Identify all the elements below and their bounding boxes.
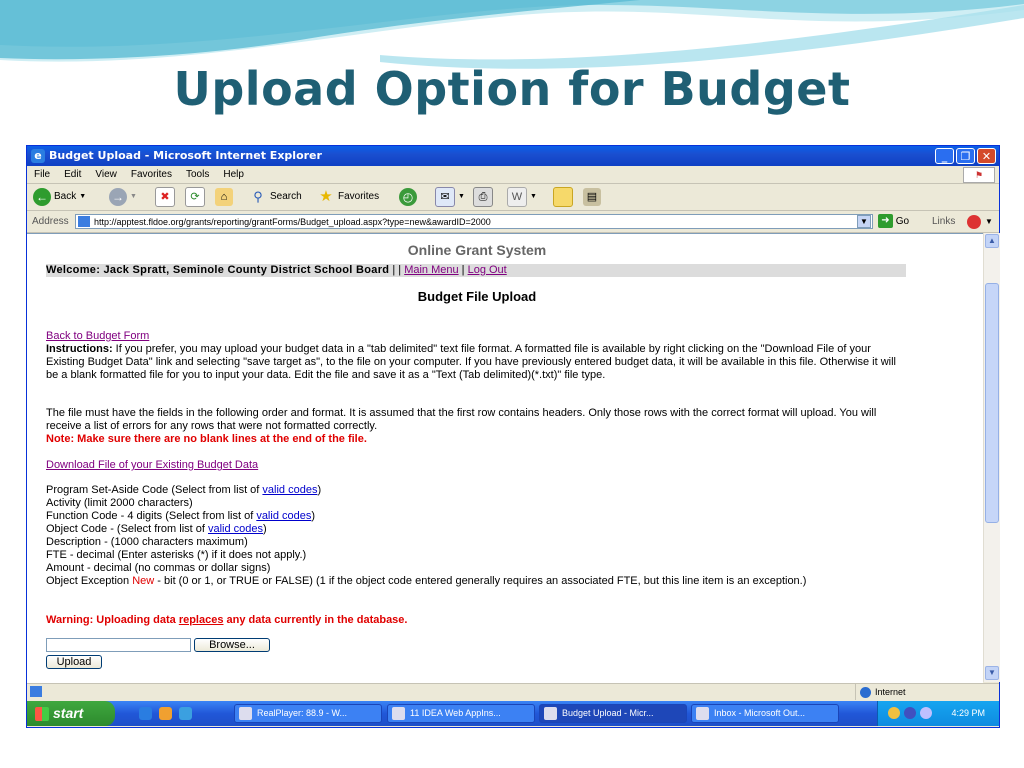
window-title: Budget Upload - Microsoft Internet Explorer: [49, 149, 322, 162]
page-status-icon: [30, 686, 42, 697]
tray-network-icon[interactable]: [904, 707, 916, 719]
mail-button[interactable]: ✉ ▼: [435, 187, 465, 207]
new-badge: New: [132, 575, 155, 587]
address-bar: [27, 212, 999, 233]
mail-icon: ✉: [435, 187, 455, 207]
download-budget-data-link[interactable]: Download File of your Existing Budget Data: [46, 459, 259, 471]
task-label: 11 IDEA Web AppIns...: [410, 708, 501, 718]
forward-button[interactable]: [109, 187, 137, 207]
slide-title: Upload Option for Budget: [173, 62, 851, 116]
tray-outlook-icon[interactable]: [888, 707, 900, 719]
valid-codes-link[interactable]: valid codes: [262, 484, 318, 496]
search-button[interactable]: [249, 187, 302, 207]
go-label: Go: [895, 216, 910, 227]
note-text: Note: Make sure there are no blank lines at the end of the file.: [46, 433, 367, 445]
security-zone: [855, 684, 999, 700]
maximize-button[interactable]: ❐: [956, 148, 975, 164]
discuss-button[interactable]: [553, 187, 573, 207]
home-button[interactable]: [215, 187, 233, 207]
history-icon: ◴: [399, 188, 417, 206]
address-label: Address: [32, 216, 69, 227]
browse-button[interactable]: Browse...: [194, 638, 270, 652]
favorites-button[interactable]: [317, 187, 379, 207]
print-icon: ⎙: [473, 187, 493, 207]
address-input[interactable]: [75, 214, 873, 229]
field-label: Program Set-Aside Code (Select from list of: [46, 484, 263, 496]
window-icon: [392, 707, 405, 720]
go-arrow-icon: ➜: [878, 214, 893, 228]
menu-edit[interactable]: Edit: [64, 169, 82, 180]
history-button[interactable]: [399, 187, 417, 207]
ie-window: [26, 145, 1000, 728]
start-button[interactable]: [27, 701, 115, 726]
quicklaunch-media-icon[interactable]: [179, 707, 192, 720]
forward-arrow-icon: →: [109, 188, 127, 206]
edit-button[interactable]: W ▼: [507, 187, 537, 207]
instructions-text: If you prefer, you may upload your budget data in a "tab delimited" text file format. A formatted file is available by right clicking on the "Download File of your Existing Budget Data" link and selecting "save target as", to the file on your computer. If you have previously entered budget data, it will be available in this file. Otherwise it will be a blank formatted file for you to input your data. Edit the file and save it as a "Text (Tab delimited)(*.txt)" file type.: [46, 343, 897, 381]
back-link-row: [46, 330, 908, 343]
ie-icon: e: [31, 149, 45, 163]
stop-icon: ✖: [155, 187, 175, 207]
scroll-up-icon[interactable]: ▲: [985, 234, 999, 248]
links-icon[interactable]: [967, 215, 981, 229]
messenger-button[interactable]: [583, 187, 601, 207]
address-url: http://apptest.fldoe.org/grants/reporting/grantForms/Budget_upload.aspx?type=new&awardID=2000: [94, 217, 491, 227]
standard-toolbar: [27, 184, 999, 211]
upload-button[interactable]: Upload: [46, 655, 102, 669]
minimize-button[interactable]: _: [935, 148, 954, 164]
search-icon: ⚲: [253, 189, 263, 204]
back-dropdown-icon[interactable]: ▼: [79, 193, 87, 200]
pipe-separator: |: [458, 264, 468, 276]
field-label: Function Code - 4 digits (Select from list of: [46, 510, 257, 522]
system-tray: [877, 701, 999, 726]
print-button[interactable]: [473, 187, 493, 207]
field-list: [46, 484, 908, 588]
field-label: Object Exception: [46, 575, 133, 587]
task-label: Budget Upload - Micr...: [562, 708, 654, 718]
log-out-link[interactable]: Log Out: [467, 264, 507, 276]
welcome-separator: | |: [389, 264, 405, 276]
menu-view[interactable]: View: [95, 169, 117, 180]
favorites-star-icon: ★: [319, 188, 333, 205]
refresh-button[interactable]: [185, 187, 205, 207]
scroll-down-icon[interactable]: ▼: [985, 666, 999, 680]
back-to-budget-form-link[interactable]: Back to Budget Form: [46, 330, 150, 342]
warning-prefix: Warning: Uploading data: [46, 614, 179, 626]
menu-file[interactable]: File: [34, 169, 51, 180]
vertical-scrollbar[interactable]: [983, 233, 1000, 682]
valid-codes-link[interactable]: valid codes: [256, 510, 312, 522]
outlook-icon: [696, 707, 709, 720]
page-heading: Budget File Upload: [417, 289, 537, 304]
download-row: [46, 459, 908, 472]
taskbar-clock: 4:29 PM: [951, 708, 985, 718]
links-button[interactable]: Links: [932, 216, 956, 227]
welcome-bar: [46, 264, 906, 277]
address-dropdown-icon[interactable]: ▼: [857, 215, 871, 228]
field-label-end: ): [317, 484, 322, 496]
instructions-paragraph: [46, 343, 908, 382]
back-label: Back: [54, 191, 77, 202]
windows-taskbar: [27, 701, 999, 726]
window-titlebar[interactable]: [27, 146, 999, 166]
field-function-code: [46, 510, 908, 523]
refresh-icon: ⟳: [185, 187, 205, 207]
field-label-end: - bit (0 or 1, or TRUE or FALSE) (1 if the object code entered generally requires an associated FTE, but this line item is an exception.): [154, 575, 807, 587]
taskbar-item-inbox[interactable]: [691, 704, 839, 723]
field-object-code: [46, 523, 908, 536]
home-icon: ⌂: [215, 188, 233, 206]
favorites-label: Favorites: [338, 191, 380, 202]
close-button[interactable]: ✕: [977, 148, 996, 164]
start-label: start: [53, 705, 84, 721]
back-button[interactable]: [33, 187, 86, 207]
forward-dropdown-icon[interactable]: ▼: [130, 193, 137, 200]
quicklaunch-ie-icon[interactable]: [139, 707, 152, 720]
links-chevron-icon[interactable]: ▼: [985, 217, 993, 226]
windows-logo-icon: ⚑: [963, 167, 995, 183]
menu-bar: [27, 166, 999, 184]
realplayer-icon: [239, 707, 252, 720]
ie-icon: [544, 707, 557, 720]
taskbar-item-realplayer[interactable]: [234, 704, 382, 723]
main-menu-link[interactable]: Main Menu: [404, 264, 459, 276]
task-label: RealPlayer: 88.9 - W...: [257, 708, 348, 718]
page-viewport: [27, 233, 983, 683]
task-label: Inbox - Microsoft Out...: [714, 708, 806, 718]
instructions-label: Instructions:: [46, 343, 113, 355]
format-paragraph: [46, 407, 908, 433]
field-object-exception: [46, 575, 908, 588]
warning-text: [46, 614, 908, 627]
research-icon: ▤: [583, 188, 601, 206]
edit-icon: W: [507, 187, 527, 207]
field-description: Description - (1000 characters maximum): [46, 536, 248, 548]
taskbar-item-idea[interactable]: [387, 704, 535, 723]
zone-label: Internet: [875, 687, 906, 697]
field-label-end: ): [311, 510, 316, 522]
field-program-set-aside: [46, 484, 908, 497]
welcome-text: Welcome: Jack Spratt, Seminole County District School Board: [46, 264, 390, 276]
back-arrow-icon: ←: [33, 188, 51, 206]
replaces-text: replaces: [178, 614, 224, 626]
field-label-end: ): [263, 523, 267, 535]
quicklaunch-outlook-icon[interactable]: [159, 707, 172, 720]
valid-codes-link[interactable]: valid codes: [208, 523, 264, 535]
menu-tools[interactable]: Tools: [185, 169, 210, 180]
field-amount: Amount - decimal (no commas or dollar signs): [46, 562, 271, 574]
go-button[interactable]: [878, 212, 909, 232]
search-label: Search: [270, 191, 302, 202]
page-icon: [78, 216, 90, 227]
format-text: The file must have the fields in the following order and format. It is assumed that the first row contains headers. Only those rows with the correct format will upload. You will receive a list of errors for any rows that were not formatted correctly.: [46, 407, 877, 432]
tray-volume-icon[interactable]: [920, 707, 932, 719]
system-title: Online Grant System: [407, 242, 547, 258]
file-path-input[interactable]: [46, 638, 191, 652]
field-activity: Activity (limit 2000 characters): [46, 497, 193, 509]
globe-icon: [860, 687, 871, 698]
windows-flag-icon: [35, 707, 49, 721]
menu-help[interactable]: Help: [223, 169, 244, 180]
warning-suffix: any data currently in the database.: [223, 614, 408, 626]
menu-favorites[interactable]: Favorites: [130, 169, 172, 180]
stop-button[interactable]: [155, 187, 175, 207]
taskbar-item-budget-upload[interactable]: [539, 704, 687, 723]
discuss-icon: [553, 187, 573, 207]
status-bar: [27, 683, 999, 700]
scroll-thumb[interactable]: [985, 283, 999, 523]
field-fte: FTE - decimal (Enter asterisks (*) if it does not apply.): [46, 549, 307, 561]
field-label: Object Code - (Select from list of: [46, 523, 208, 535]
